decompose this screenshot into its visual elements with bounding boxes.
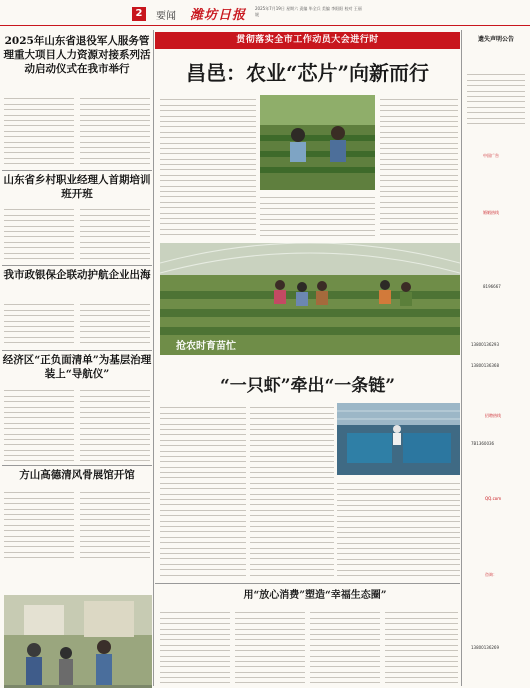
article-body <box>80 386 150 464</box>
article-body <box>4 386 74 464</box>
divider <box>2 465 152 466</box>
ad-label: QQ.com <box>485 496 502 501</box>
main-headline[interactable]: 昌邑：农业“芯片”向新而行 <box>185 61 429 85</box>
article-body <box>160 403 246 581</box>
article-body <box>380 95 458 237</box>
headline-veterans[interactable]: 2025年山东省退役军人服务管理重大项目人力资源对接系列活动启动仪式在我市举行 <box>3 35 151 75</box>
article-body <box>160 95 256 237</box>
shrimp-farm-photo-image <box>337 403 460 475</box>
article-body <box>385 608 458 686</box>
masthead <box>0 0 530 26</box>
divider <box>2 265 152 266</box>
shrimp-headline[interactable]: “一只虾”牵出“一条链” <box>219 376 396 396</box>
seedling-photo-image <box>260 95 375 190</box>
headline-checklist[interactable]: 经济区“正负面清单”为基层治理装上“导航仪” <box>2 354 152 380</box>
ad-label: 中国广告 <box>483 153 499 158</box>
article-body <box>310 608 380 686</box>
headline-rural-manager[interactable]: 山东省乡村职业经理人首期培训班开班 <box>3 174 151 200</box>
shrimp-farm-photo <box>337 403 460 475</box>
article-body <box>4 94 74 168</box>
article-body <box>250 403 334 581</box>
article-body <box>80 300 150 348</box>
newspaper-logo: 潍坊日报 <box>190 8 247 23</box>
column-divider <box>153 30 154 686</box>
article-body <box>235 608 305 686</box>
article-body <box>80 94 150 168</box>
divider <box>2 170 152 171</box>
page-number: 2 <box>132 7 146 21</box>
ad-phone: 8196667 <box>483 284 501 289</box>
article-body <box>260 193 375 237</box>
ad-label: 招聘热线 <box>485 413 501 418</box>
date-line: 2025年7月19日 星期六 责编 毕全兵 美编 李阳阳 校对 王丽媛 <box>255 6 362 17</box>
article-body <box>80 488 150 562</box>
notice-body <box>467 70 525 130</box>
headline-overseas[interactable]: 我市政银保企联动护航企业出海 <box>3 269 151 281</box>
section-name: 要闻 <box>156 11 176 22</box>
column-divider <box>461 30 462 686</box>
ad-phone: 13800136368 <box>471 363 499 368</box>
notice-heading: 遗失声明公告 <box>478 36 515 43</box>
ad-label: 婚姻热线 <box>483 210 499 215</box>
article-body <box>4 488 74 562</box>
seedling-photo <box>260 95 375 190</box>
article-body <box>337 479 460 581</box>
ad-phone: 13800136269 <box>471 645 499 650</box>
article-body <box>4 205 74 263</box>
divider <box>2 350 152 351</box>
ad-phone: 13800136293 <box>471 342 499 347</box>
classified-ads-column <box>463 30 528 686</box>
article-body <box>4 300 74 348</box>
consumption-headline[interactable]: 用“放心消费”塑造“幸福生态圈” <box>243 590 387 601</box>
ad-phone: 7B1360036 <box>471 441 495 446</box>
ad-label: 咨询： <box>485 572 497 577</box>
article-body <box>160 608 230 686</box>
exhibition-photo-image <box>4 595 152 688</box>
headline-exhibition[interactable]: 方山高德清风骨展馆开馆 <box>19 469 135 481</box>
photo-caption-title: 抢农时育苗忙 <box>176 341 236 352</box>
divider <box>155 583 460 584</box>
article-body <box>80 205 150 263</box>
exhibition-photo <box>4 595 152 688</box>
left-column <box>2 30 152 686</box>
section-banner: 贯彻落实全市工作动员大会进行时 <box>155 32 460 49</box>
